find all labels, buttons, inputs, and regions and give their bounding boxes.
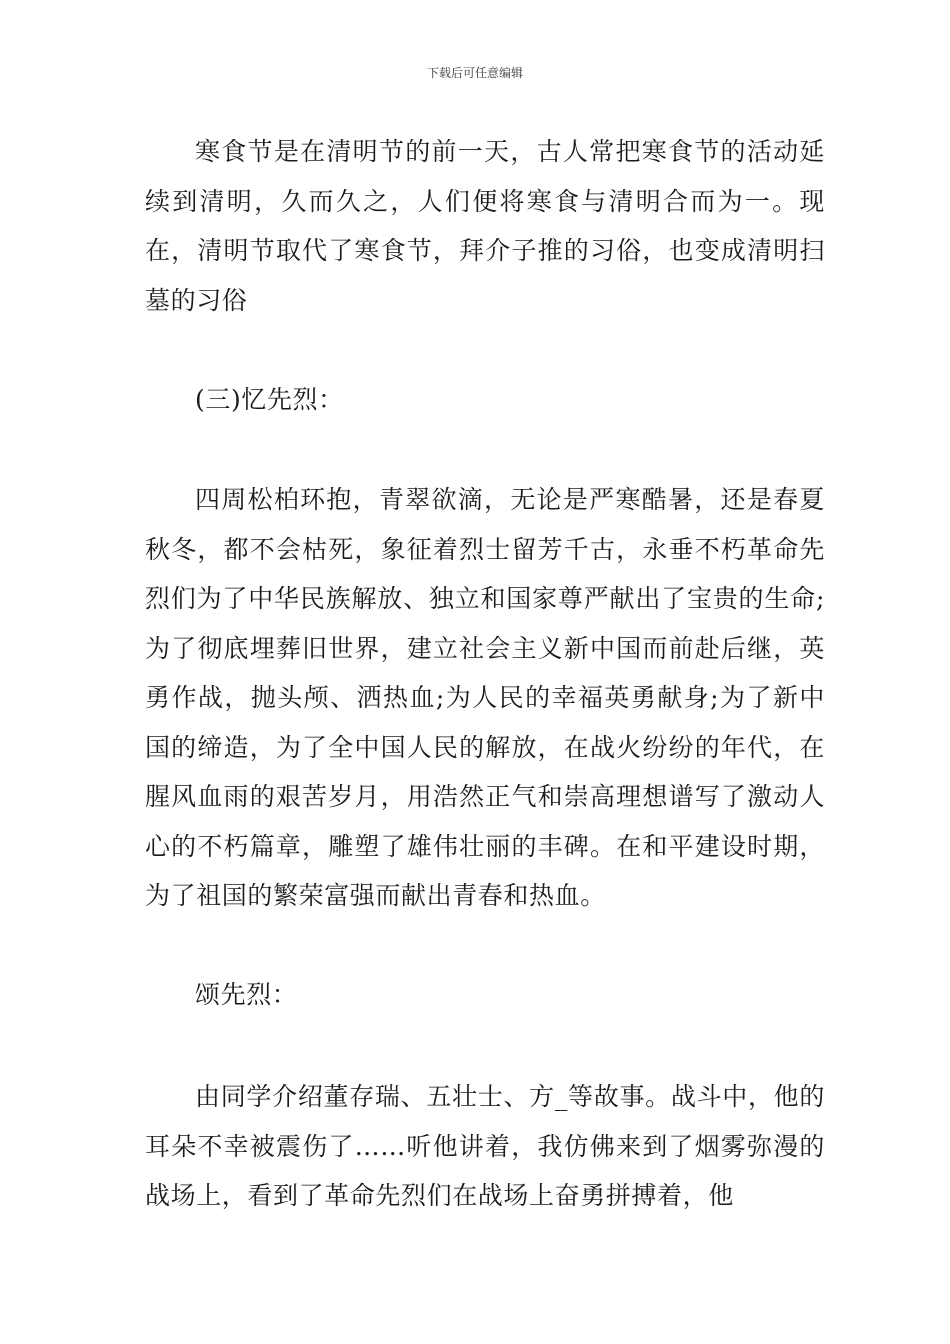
paragraph-hanshi [145,127,825,325]
page-header: 下载后可任意编辑 [426,66,523,80]
paragraph-text: 由同学介绍董存瑞、五壮士、方_等故事。战斗中，他的耳朵不幸被震伤了……听他讲着，我仿佛来到了烟雾弥漫的战场上，看到了革命先烈们在战场上奋勇拼搏着，他 [145,1082,825,1210]
paragraph-text: 寒食节是在清明节的前一天，古人常把寒食节的活动延续到清明，久而久之，人们便将寒食与清明合而为一。现在，清明节取代了寒食节，拜介子推的习俗，也变成清明扫墓的习俗 [145,137,825,315]
paragraph-songbai [145,475,825,921]
section-heading-song-xianlie [145,970,825,1020]
heading-text: 颂先烈： [195,980,298,1009]
section-heading-yi-xianlie [145,375,825,425]
paragraph-stories [145,1072,825,1221]
paragraph-text: 四周松柏环抱，青翠欲滴，无论是严寒酷暑，还是春夏秋冬，都不会枯死，象征着烈士留芳千古，永垂不朽革命先烈们为了中华民族解放、独立和国家尊严献出了宝贵的生命;为了彻底埋葬旧世界，建立社会主义新中国而前赴后继，英勇作战，抛头颅、洒热血;为人民的幸福英勇献身;为了新中国的缔造，为了全中国人民的解放，在战火纷纷的年代，在腥风血雨的艰苦岁月，用浩然正气和崇高理想谱写了激动人心的不朽篇章，雕塑了雄伟壮丽的丰碑。在和平建设时期，为了祖国的繁荣富强而献出青春和热血。 [145,485,825,910]
heading-text: (三)忆先烈： [195,385,344,414]
